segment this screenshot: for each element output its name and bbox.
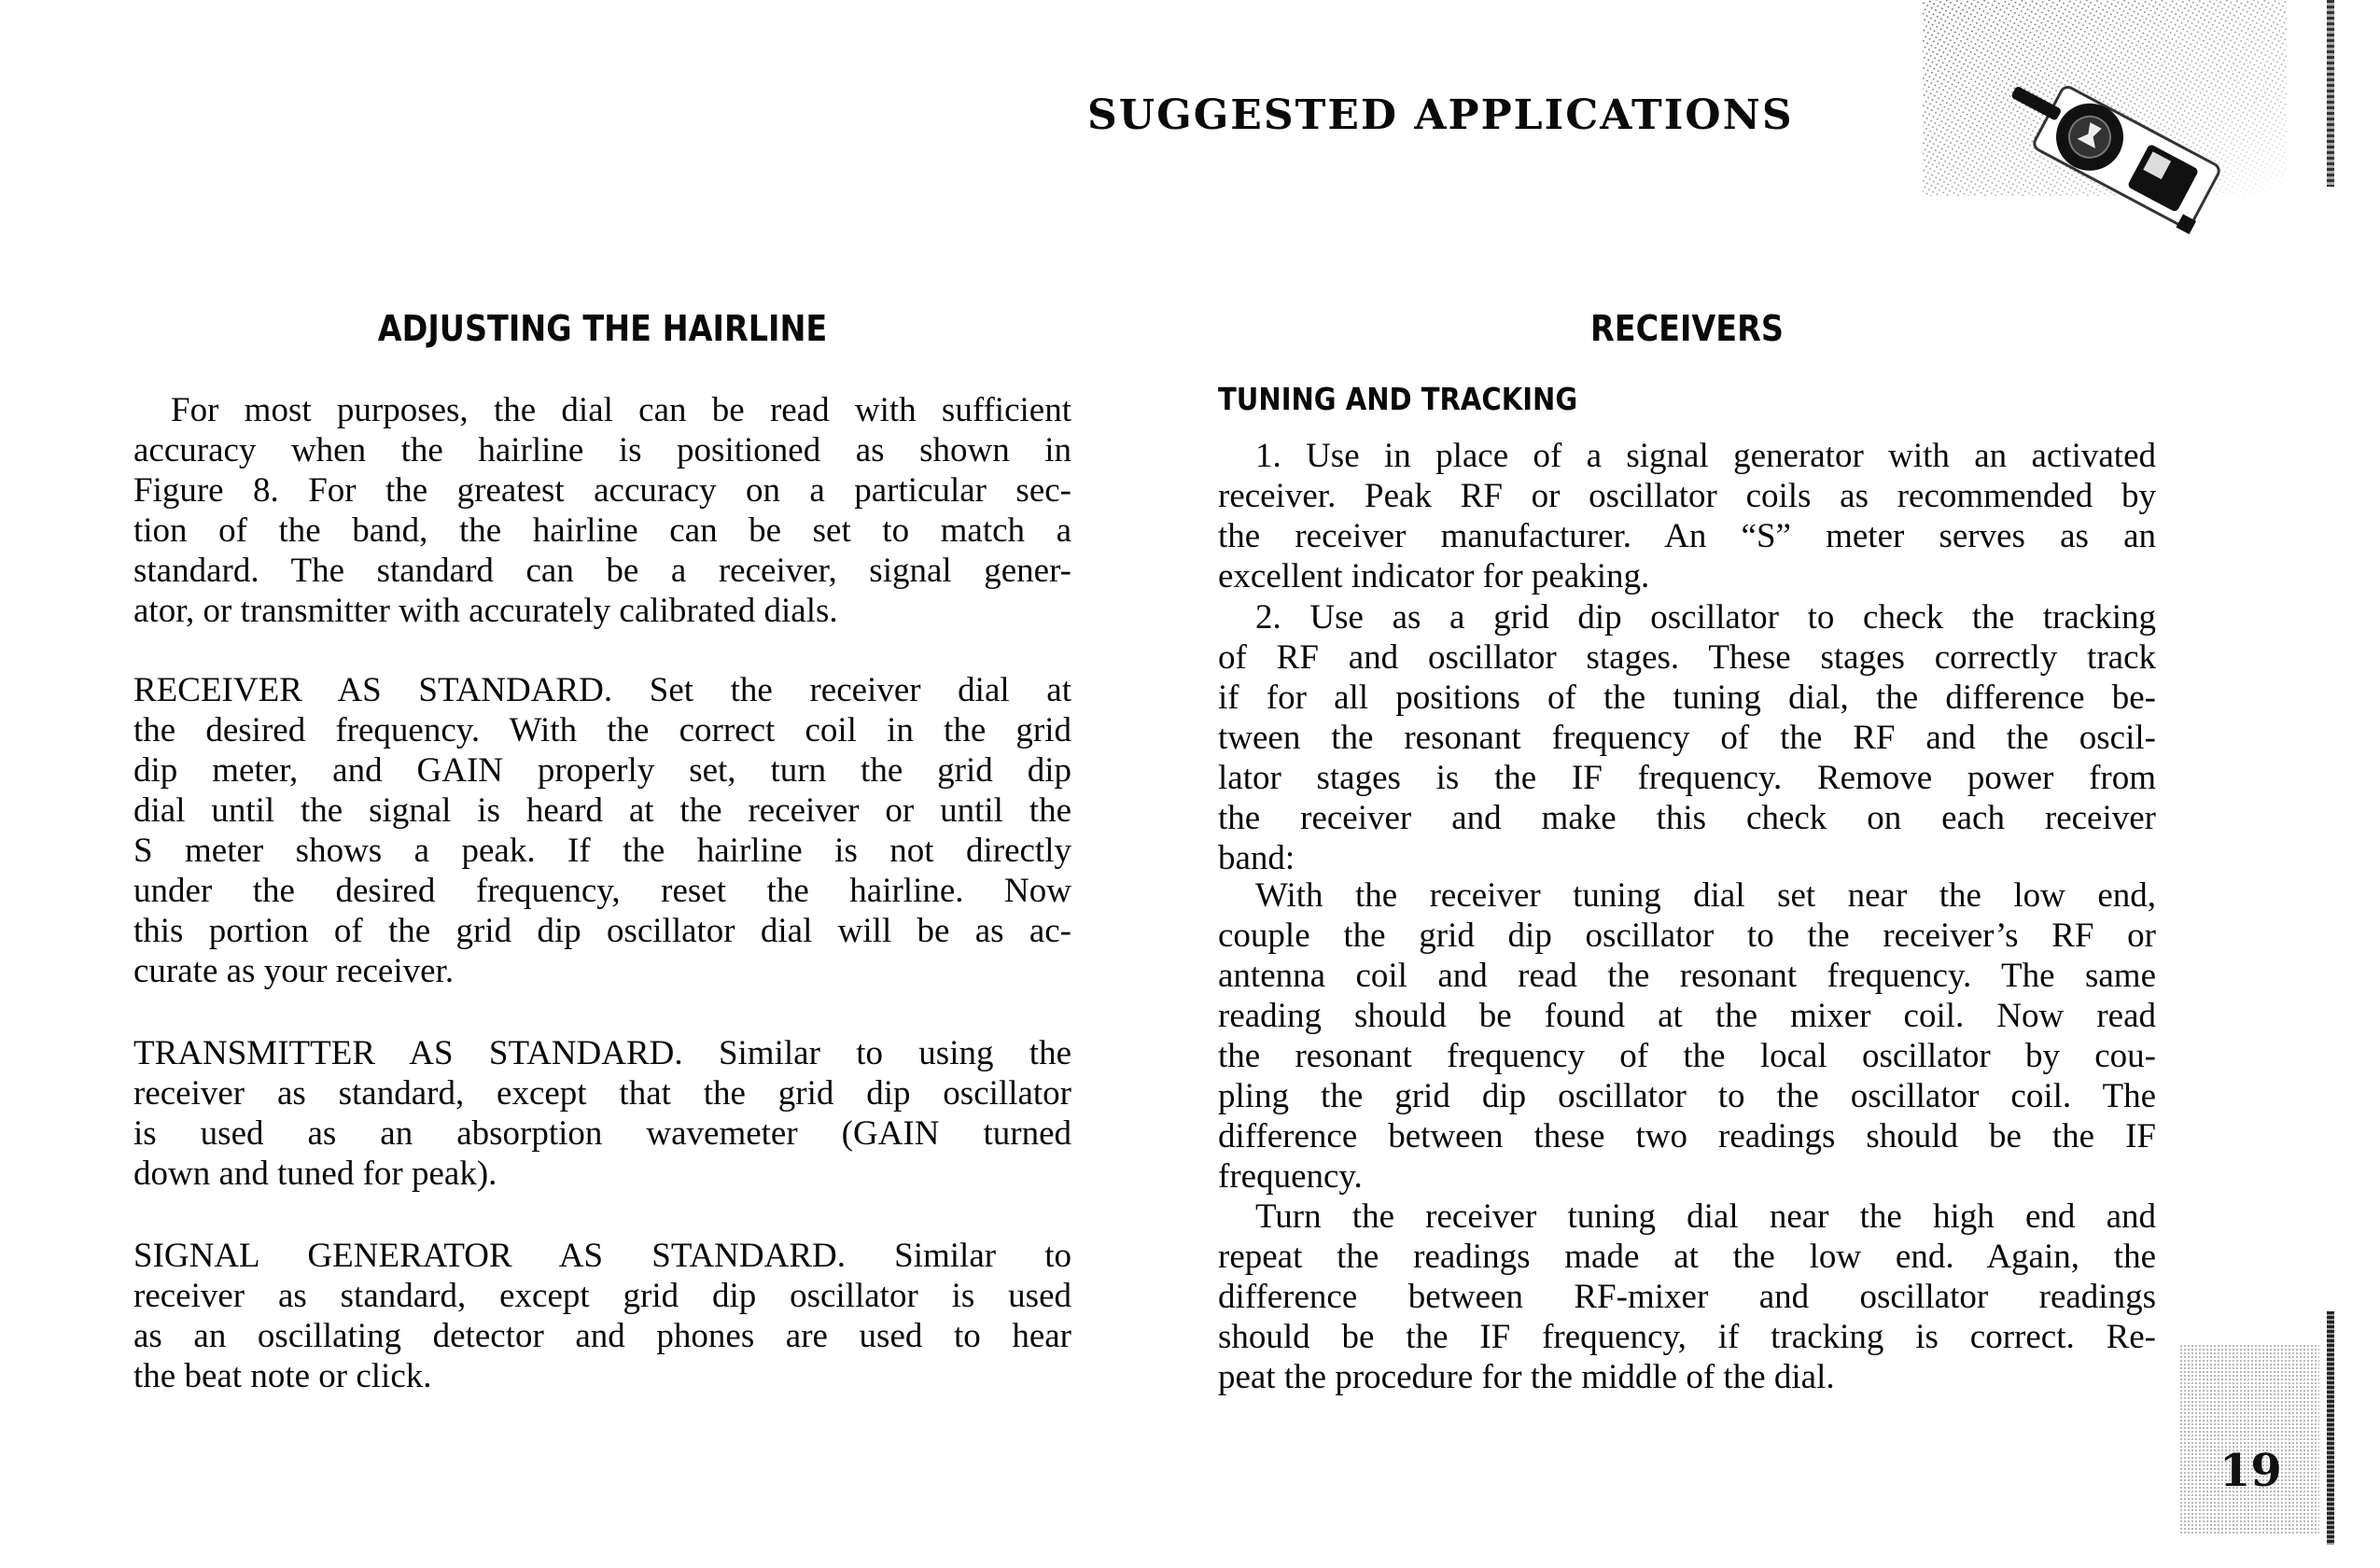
text-line: reading should be found at the mixer coil. Now read [1218,997,2156,1035]
text-line: accuracy when the hairline is positioned as shown in [133,431,1071,469]
text-line: if for all positions of the tuning dial, the difference be- [1218,679,2156,717]
text-line: peat the procedure for the middle of the dial. [1218,1358,1835,1396]
text-line: of RF and oscillator stages. These stages correctly track [1218,638,2156,677]
text-line: difference between RF-mixer and oscillator readings [1218,1278,2156,1316]
text-line: band: [1218,839,1295,877]
section-heading-adjusting-hairline: ADJUSTING THE HAIRLINE [377,308,828,349]
text-line: difference between these two readings should be the IF [1218,1117,2156,1155]
text-line: is used as an absorption wavemeter (GAIN turned [133,1114,1071,1153]
text-line: the receiver manufacturer. An “S” meter serves as an [1218,517,2156,555]
text-line: as an oscillating detector and phones are used to hear [133,1317,1071,1355]
running-title: SUGGESTED APPLICATIONS [1087,91,1794,139]
text-line: receiver as standard, except grid dip oscillator is used [133,1277,1071,1315]
text-line: repeat the readings made at the low end. Again, the [1218,1238,2156,1276]
text-line: RECEIVER AS STANDARD. Set the receiver dial at [133,671,1071,709]
text-line: ator, or transmitter with accurately calibrated dials. [133,592,838,630]
text-line: With the receiver tuning dial set near the low end, [1255,876,2156,915]
page-number: 19 [2219,1445,2282,1497]
text-line: should be the IF frequency, if tracking is correct. Re- [1218,1318,2156,1356]
text-line: standard. The standard can be a receiver, signal gener- [133,552,1071,590]
text-line: excellent indicator for peaking. [1218,557,1650,595]
text-line: pling the grid dip oscillator to the oscillator coil. The [1218,1077,2156,1115]
page-number-tab [2179,1344,2319,1535]
text-line: this portion of the grid dip oscillator dial will be as ac- [133,912,1071,950]
page-edge-bottom [2327,1311,2334,1545]
text-line: Turn the receiver tuning dial near the high end and [1255,1197,2156,1236]
text-line: couple the grid dip oscillator to the receiver’s RF or [1218,917,2156,955]
text-line: 2. Use as a grid dip oscillator to check the tracking [1255,598,2156,637]
text-line: lator stages is the IF frequency. Remove power from [1218,759,2156,797]
text-line: down and tuned for peak). [133,1155,497,1193]
text-line: the receiver and make this check on each receiver [1218,799,2156,837]
text-line: curate as your receiver. [133,952,455,990]
grid-dip-meter-photo [1923,0,2333,261]
text-line: the desired frequency. With the correct coil in the grid [133,711,1071,749]
text-line: receiver as standard, except that the grid dip oscillator [133,1074,1071,1113]
section-heading-receivers: RECEIVERS [1590,308,1784,349]
page-edge-top [2327,0,2334,187]
text-line: receiver. Peak RF or oscillator coils as recommended by [1218,477,2156,515]
text-line: frequency. [1218,1157,1363,1196]
text-line: S meter shows a peak. If the hairline is not directly [133,832,1071,870]
text-line: tion of the band, the hairline can be set to match a [133,511,1071,550]
text-line: the resonant frequency of the local oscillator by cou- [1218,1037,2156,1075]
text-line: antenna coil and read the resonant frequency. The same [1218,957,2156,995]
text-line: dip meter, and GAIN properly set, turn the grid dip [133,751,1071,790]
text-line: under the desired frequency, reset the hairline. Now [133,872,1071,910]
text-line: For most purposes, the dial can be read with sufficient [171,391,1071,429]
text-line: 1. Use in place of a signal generator with an activated [1255,437,2156,475]
text-line: the beat note or click. [133,1357,432,1395]
text-line: tween the resonant frequency of the RF and the oscil- [1218,719,2156,757]
text-line: SIGNAL GENERATOR AS STANDARD. Similar to [133,1237,1071,1275]
text-line: Figure 8. For the greatest accuracy on a particular sec- [133,471,1071,510]
subheading-tuning-tracking: TUNING AND TRACKING [1218,381,1578,417]
text-line: TRANSMITTER AS STANDARD. Similar to using the [133,1034,1071,1072]
text-line: dial until the signal is heard at the receiver or until the [133,791,1071,830]
